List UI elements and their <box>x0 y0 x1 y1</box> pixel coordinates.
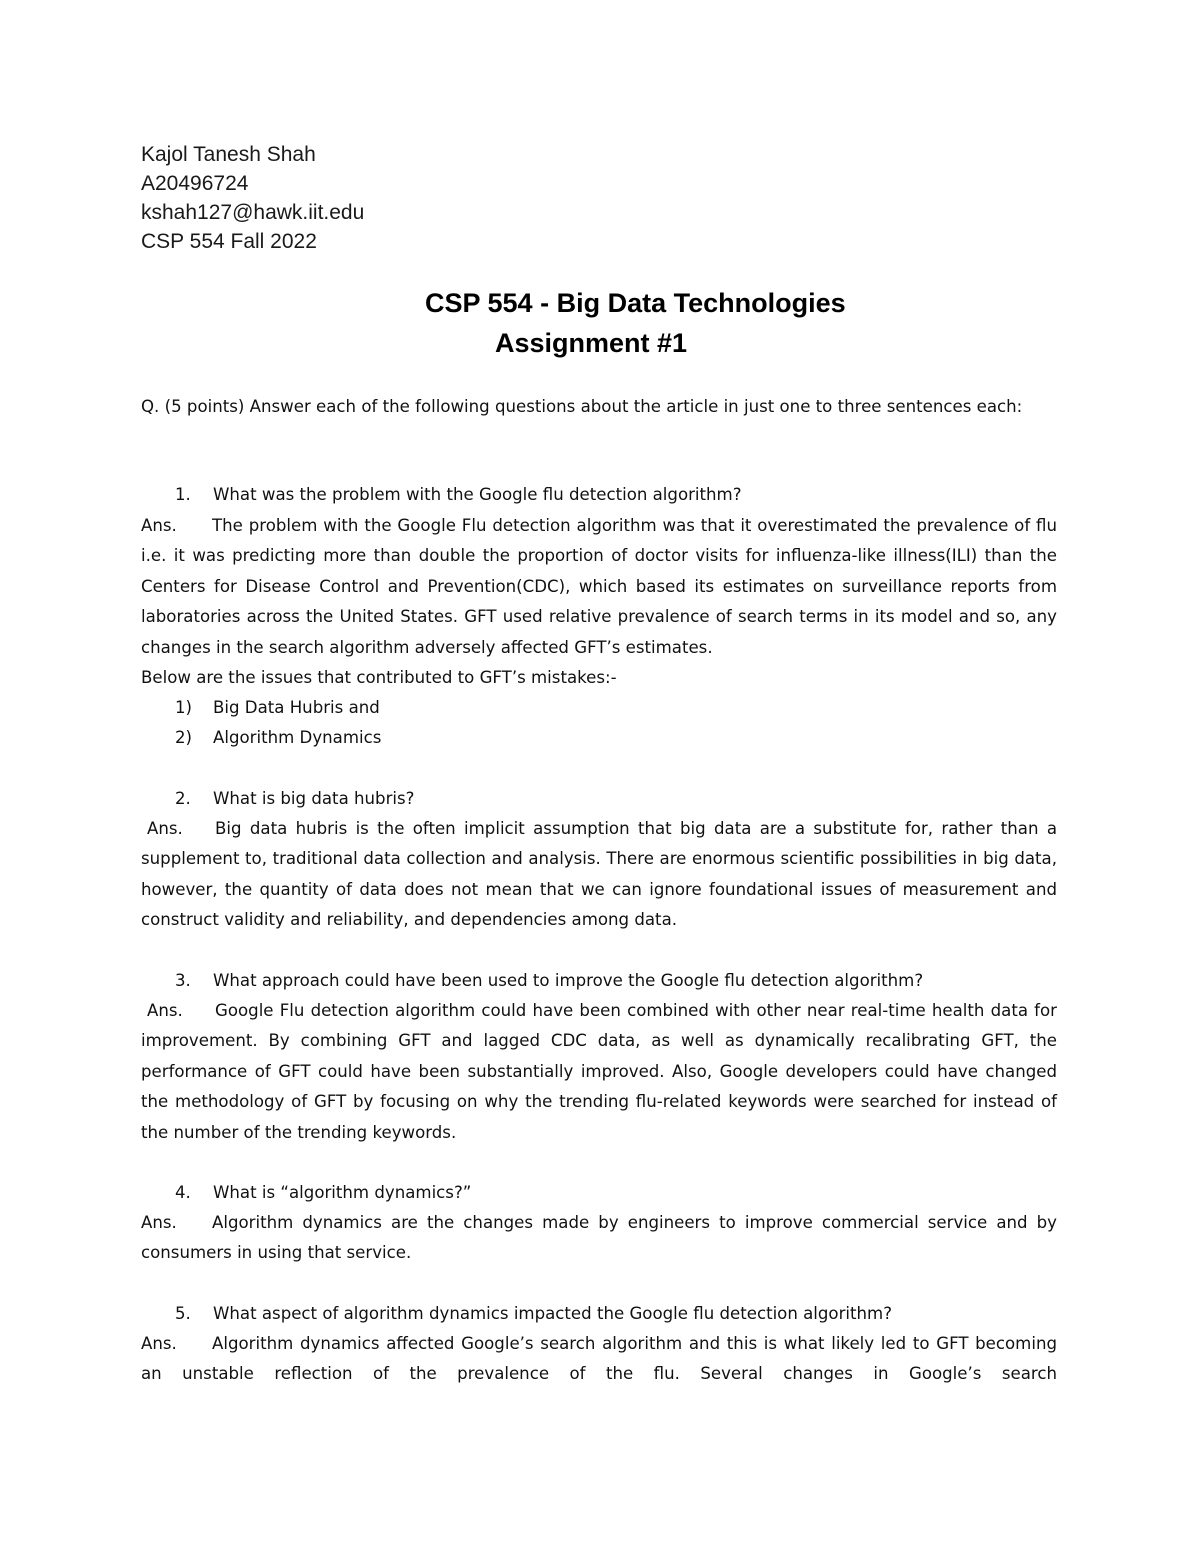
answer-3 <box>141 996 1057 1148</box>
student-email: kshah127@hawk.iit.edu <box>141 201 365 224</box>
answer-3-label: Ans. <box>147 1001 183 1020</box>
answer-1-text: The problem with the Google Flu detection algorithm was that it overestimated the prevalence of flu i.e. it was predicting more than double the proportion of doctor visits for influenza-like illness(ILI) than the Centers for Disease Control and Prevention(CDC), which based its estimates on surveillance reports from laboratories across the United States. GFT used relative prevalence of search terms in its model and so, any changes in the search algorithm adversely affected GFT’s estimates. <box>141 516 1057 657</box>
issue-1-text: Big Data Hubris and <box>213 698 380 717</box>
intro-prefix: Q. <box>141 397 160 416</box>
answer-1-followup: Below are the issues that contributed to GFT’s mistakes:- <box>141 668 617 687</box>
issue-item <box>175 723 381 753</box>
answer-5-label: Ans. <box>141 1334 177 1353</box>
question-2-text: What is big data hubris? <box>213 789 415 808</box>
student-id: A20496724 <box>141 172 249 195</box>
issue-item <box>175 693 380 723</box>
answer-2 <box>141 814 1057 936</box>
question-2 <box>175 784 414 814</box>
answer-1 <box>141 511 1057 663</box>
answer-4-text: Algorithm dynamics are the changes made by engineers to improve commercial service and by consumers in using that service. <box>141 1213 1057 1263</box>
issue-1-marker: 1) <box>175 698 193 717</box>
answer-5-text: Algorithm dynamics affected Google’s search algorithm and this is what likely led to GFT becoming an unstable reflection of the prevalence of the flu. Several changes in Google’s search <box>141 1334 1057 1384</box>
question-3 <box>175 966 923 996</box>
answer-4-label: Ans. <box>141 1213 177 1232</box>
question-3-text: What approach could have been used to improve the Google flu detection algorithm? <box>213 971 924 990</box>
question-2-number: 2. <box>175 789 191 808</box>
issue-2-marker: 2) <box>175 728 193 747</box>
title-assignment: Assignment #1 <box>495 328 688 358</box>
intro-text: (5 points) Answer each of the following questions about the article in just one to three sentences each: <box>164 397 1023 416</box>
issue-2-text: Algorithm Dynamics <box>213 728 382 747</box>
answer-1-label: Ans. <box>141 516 177 535</box>
question-5 <box>175 1299 892 1329</box>
answer-4 <box>141 1208 1057 1269</box>
answer-2-text: Big data hubris is the often implicit assumption that big data are a substitute for, rather than a supplement to, traditional data collection and analysis. There are enormous scientific possibilities in big data, however, the quantity of data does not mean that we can ignore foundational issues of measurement and construct validity and reliability, and dependencies among data. <box>141 819 1057 930</box>
question-5-number: 5. <box>175 1304 191 1323</box>
title-course: CSP 554 - Big Data Technologies <box>425 288 846 318</box>
answer-2-label: Ans. <box>147 819 183 838</box>
student-info <box>141 140 364 256</box>
course-term: CSP 554 Fall 2022 <box>141 230 317 253</box>
question-3-number: 3. <box>175 971 191 990</box>
answer-3-text: Google Flu detection algorithm could have been combined with other near real-time health data for improvement. By combining GFT and lagged CDC data, as well as dynamically recalibrating GFT, the performance of GFT could have been substantially improved. Also, Google developers could have changed the methodology of GFT by focusing on why the trending flu-related keywords were searched for instead of the number of the trending keywords. <box>141 1001 1057 1142</box>
question-1 <box>175 480 742 510</box>
question-4-number: 4. <box>175 1183 191 1202</box>
question-1-number: 1. <box>175 485 191 504</box>
answer-5 <box>141 1329 1057 1390</box>
question-5-text: What aspect of algorithm dynamics impacted the Google flu detection algorithm? <box>213 1304 893 1323</box>
question-4 <box>175 1178 471 1208</box>
question-1-text: What was the problem with the Google flu detection algorithm? <box>213 485 742 504</box>
intro-question <box>141 392 1057 422</box>
question-4-text: What is “algorithm dynamics?” <box>213 1183 472 1202</box>
student-name: Kajol Tanesh Shah <box>141 143 316 166</box>
